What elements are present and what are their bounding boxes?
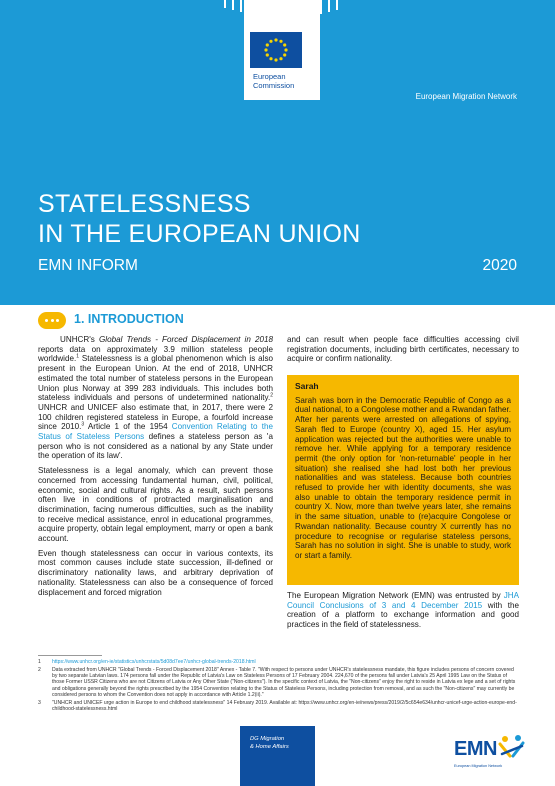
intro-paragraph: UNHCR's Global Trends - Forced Displacement in 2018 reports data on approximately 3.9 million stateless people worldwide.$^1$ Statelessness is a global phenomenon which is also present in the European Union. At the end of 2018, UNHCR estimated the total number of stateless persons in the European Union plus Norway at 399 283 individuals. This includes both stateless individuals and persons of undetermined nationality.$^2$ UNHCR and UNICEF also estimate that, in 2017, there were 2 100 children registered stateless in Europe, a fourfold increase since 2010.$^3$ Article 1 of the 1954 Convention Relating to the Status of Stateless Persons defines a stateless person as 'a person who is not considered as a national by any State under the operation of its law'. bbox=[38, 335, 273, 461]
case-box-text: Sarah was born in the Democratic Republic of Congo as a dual national, to a Congolese mother and a Rwandan father. After her parents were arrested on allegations of spying, Sarah fled to Europe (country X), aged 15. Her asylum application was rejected but the authorities were unable to remove her. While applying for a temporary residence permit (the only option for 'non-returnable' people in her situation) she realised she had lost both her previous nationalities and was stateless. Because both countries refused to provide her with identity documents, she was also unable to obtain the temporary residence permit in country X. Now, more than twelve years later, she remains in the same situation, unable to (re)acquire Congolese or Rwandan nationality. Because country X currently has no procedure to recognise or regularise stateless persons, Sarah has no solution in sight. She is unable to study, work or start a family. bbox=[295, 395, 511, 560]
left-column bbox=[38, 335, 273, 602]
page-title-line1: STATELESSNESS bbox=[38, 190, 251, 218]
commission-label-line2: Commission bbox=[253, 81, 295, 90]
people-figures-icon bbox=[498, 734, 526, 762]
footnote-2: 2 Data extracted from UNHCR "Global Trends - Forced Displacement 2018" Annex - Table 7. "With respect to persons under UNHCR's statelessness mandate, this figure includes persons of concern covered by two separate Latvian laws. 174 persons fall under the Republic of Latvia's Law on Stateless Persons of 17 February 2004. 224,670 of the persons fall under Latvia's 25 April 1995 Law on the Status of those Former USSR Citizens who are not Citizens of Latvia or Any Other State ("Non-citizens"). In the specific context of Latvia, the "Non-citizens" enjoy the right to reside in Latvia ex lege and a set of rights and obligations generally beyond the rights prescribed by the 1954 Convention relating to the Status of Stateless Persons, including protection from removal, and as such the "Non-citizens" may currently be considered persons to whom the Convention does not apply in accordance with Article 1.2(ii)." bbox=[38, 666, 516, 698]
emn-logo-text: EMN bbox=[454, 738, 497, 760]
eu-flag-icon bbox=[250, 32, 302, 68]
dg-migration-logo bbox=[240, 726, 315, 786]
network-label: European Migration Network bbox=[415, 92, 517, 101]
dg-label-line2: & Home Affairs bbox=[250, 743, 289, 750]
right-column-top bbox=[287, 335, 519, 369]
legal-anomaly-paragraph: Statelessness is a legal anomaly, which can prevent those concerned from accessing fundamental human, civil, political, economic, social and cultural rights. As a result, such persons often live in conditions of protracted marginalisation and discrimination, facing numerous difficulties, such as the inability to receive medical assistance, enrol in educational programmes, acquire property, obtain legal employment, marry or open a bank account. bbox=[38, 466, 273, 544]
right-column-bottom bbox=[287, 591, 519, 635]
page-title-line2: IN THE EUROPEAN UNION bbox=[38, 220, 361, 248]
dg-label-line1: DG Migration bbox=[250, 736, 285, 742]
emn-logo-subtitle: European Migration Network bbox=[454, 764, 503, 768]
commission-label bbox=[253, 72, 294, 90]
emn-mandate-paragraph: The European Migration Network (EMN) was entrusted by JHA Council Conclusions of 3 and 4 December 2015 with the creation of a platform to exchange information and good practices in the field of statelessness. bbox=[287, 591, 519, 630]
footnote-mark: 3 bbox=[81, 421, 85, 428]
footnote-1: 1 https://www.unhcr.org/en-ie/statistics/unhcrstats/5d08d7ee7/unhcr-global-trends-2018.html bbox=[38, 659, 520, 665]
continuation-paragraph: and can result when people face difficulties accessing civil registration documents, including birth certificates, necessary to acquire or confirm nationality. bbox=[287, 335, 519, 364]
emn-logo bbox=[454, 734, 524, 774]
footnote-mark: 1 bbox=[76, 353, 80, 360]
footnotes bbox=[38, 659, 520, 714]
sarah-case-box bbox=[287, 375, 519, 585]
commission-label-line1: European bbox=[253, 72, 286, 81]
ellipsis-icon bbox=[38, 312, 66, 329]
european-commission-logo bbox=[244, 0, 320, 100]
header-banner bbox=[0, 0, 555, 305]
causes-paragraph: Even though statelessness can occur in various contexts, its most common causes include state succession, ill-defined or discriminatory nationality laws, and arbitrary deprivation of nationality. Statelessness can also be a consequence of forced displacement and forced migration bbox=[38, 548, 273, 597]
publication-year: 2020 bbox=[482, 257, 517, 274]
footnote-mark: 2 bbox=[270, 392, 273, 399]
case-box-title: Sarah bbox=[295, 381, 319, 391]
footnote-1-link[interactable]: https://www.unhcr.org/en-ie/statistics/unhcrstats/5d08d7ee7/unhcr-global-trends-2018.html bbox=[52, 659, 256, 665]
page-subtitle: EMN INFORM bbox=[38, 257, 138, 274]
section-title: 1. INTRODUCTION bbox=[74, 312, 184, 326]
jha-council-link[interactable]: JHA Council Conclusions of 3 and 4 December 2015 bbox=[287, 591, 519, 610]
footnote-divider bbox=[38, 655, 102, 656]
footnote-3: 3 "UNHCR and UNICEF urge action in Europe to end childhood statelessness" 14 February 2019. Available at: https://www.unhcr.org/en-ie/news/press/2019/2/5c654e634/unhcr-unicef-urge-action-europe-end-childhood-statelessness.html bbox=[38, 699, 517, 713]
convention-link[interactable]: Convention Relating to the Status of Stateless Persons bbox=[38, 422, 273, 442]
page-title bbox=[38, 189, 361, 249]
